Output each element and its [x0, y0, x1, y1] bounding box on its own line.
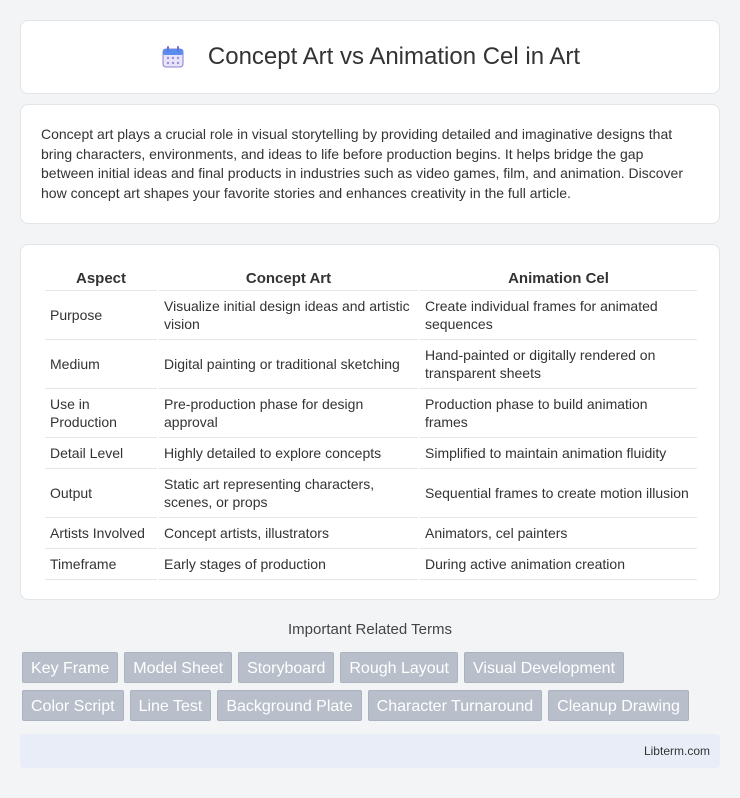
tag-key-frame[interactable]: Key Frame [22, 652, 118, 683]
cell-animation-cel: Hand-painted or digitally rendered on transparent sheets [420, 340, 697, 389]
cell-animation-cel: Animators, cel painters [420, 518, 697, 549]
table-row [45, 469, 697, 518]
cell-concept-art: Highly detailed to explore concepts [159, 438, 418, 469]
cell-concept-art: Static art representing characters, scenes, or props [159, 469, 418, 518]
cell-aspect: Timeframe [45, 549, 157, 580]
footer-site-link[interactable]: Libterm.com [643, 744, 710, 758]
tag-line-test[interactable]: Line Test [130, 690, 212, 721]
table-row [45, 549, 697, 580]
header-concept-art: Concept Art [159, 265, 418, 291]
header-animation-cel: Animation Cel [420, 265, 697, 291]
tag-character-turnaround[interactable]: Character Turnaround [368, 690, 543, 721]
comparison-table-card [20, 244, 720, 600]
cell-concept-art: Digital painting or traditional sketching [159, 340, 418, 389]
tag-model-sheet[interactable]: Model Sheet [124, 652, 232, 683]
cell-animation-cel: Simplified to maintain animation fluidity [420, 438, 697, 469]
table-row [45, 389, 697, 438]
related-terms-tags [22, 652, 722, 721]
tag-rough-layout[interactable]: Rough Layout [340, 652, 458, 683]
table-row [45, 438, 697, 469]
footer-bar [20, 734, 720, 768]
tag-background-plate[interactable]: Background Plate [217, 690, 361, 721]
tag-storyboard[interactable]: Storyboard [238, 652, 334, 683]
tag-visual-development[interactable]: Visual Development [464, 652, 624, 683]
cell-aspect: Artists Involved [45, 518, 157, 549]
table-row [45, 291, 697, 340]
calendar-icon [160, 44, 186, 70]
header-card [20, 20, 720, 94]
intro-card [20, 104, 720, 224]
related-terms-title: Important Related Terms [288, 621, 452, 638]
cell-aspect: Medium [45, 340, 157, 389]
cell-concept-art: Early stages of production [159, 549, 418, 580]
cell-aspect: Detail Level [45, 438, 157, 469]
cell-concept-art: Concept artists, illustrators [159, 518, 418, 549]
cell-aspect: Purpose [45, 291, 157, 340]
comparison-table [43, 265, 699, 580]
tag-cleanup-drawing[interactable]: Cleanup Drawing [548, 690, 689, 721]
table-row [45, 340, 697, 389]
cell-animation-cel: Production phase to build animation frames [420, 389, 697, 438]
tag-color-script[interactable]: Color Script [22, 690, 124, 721]
cell-concept-art: Pre-production phase for design approval [159, 389, 418, 438]
cell-animation-cel: During active animation creation [420, 549, 697, 580]
table-row [45, 518, 697, 549]
cell-aspect: Use in Production [45, 389, 157, 438]
cell-aspect: Output [45, 469, 157, 518]
table-header-row [45, 265, 697, 291]
intro-text: Concept art plays a crucial role in visual storytelling by providing detailed and imaginative designs that bring characters, environments, and ideas to life before production begins. It helps bridge the gap between initial ideas and final products in industries such as video games, film, and animation. Discover how concept art shapes your favorite stories and enhances creativity in the full article. [41, 126, 684, 201]
cell-animation-cel: Create individual frames for animated sequences [420, 291, 697, 340]
cell-animation-cel: Sequential frames to create motion illusion [420, 469, 697, 518]
header-aspect: Aspect [45, 265, 157, 291]
page-title: Concept Art vs Animation Cel in Art [207, 43, 581, 70]
cell-concept-art: Visualize initial design ideas and artistic vision [159, 291, 418, 340]
